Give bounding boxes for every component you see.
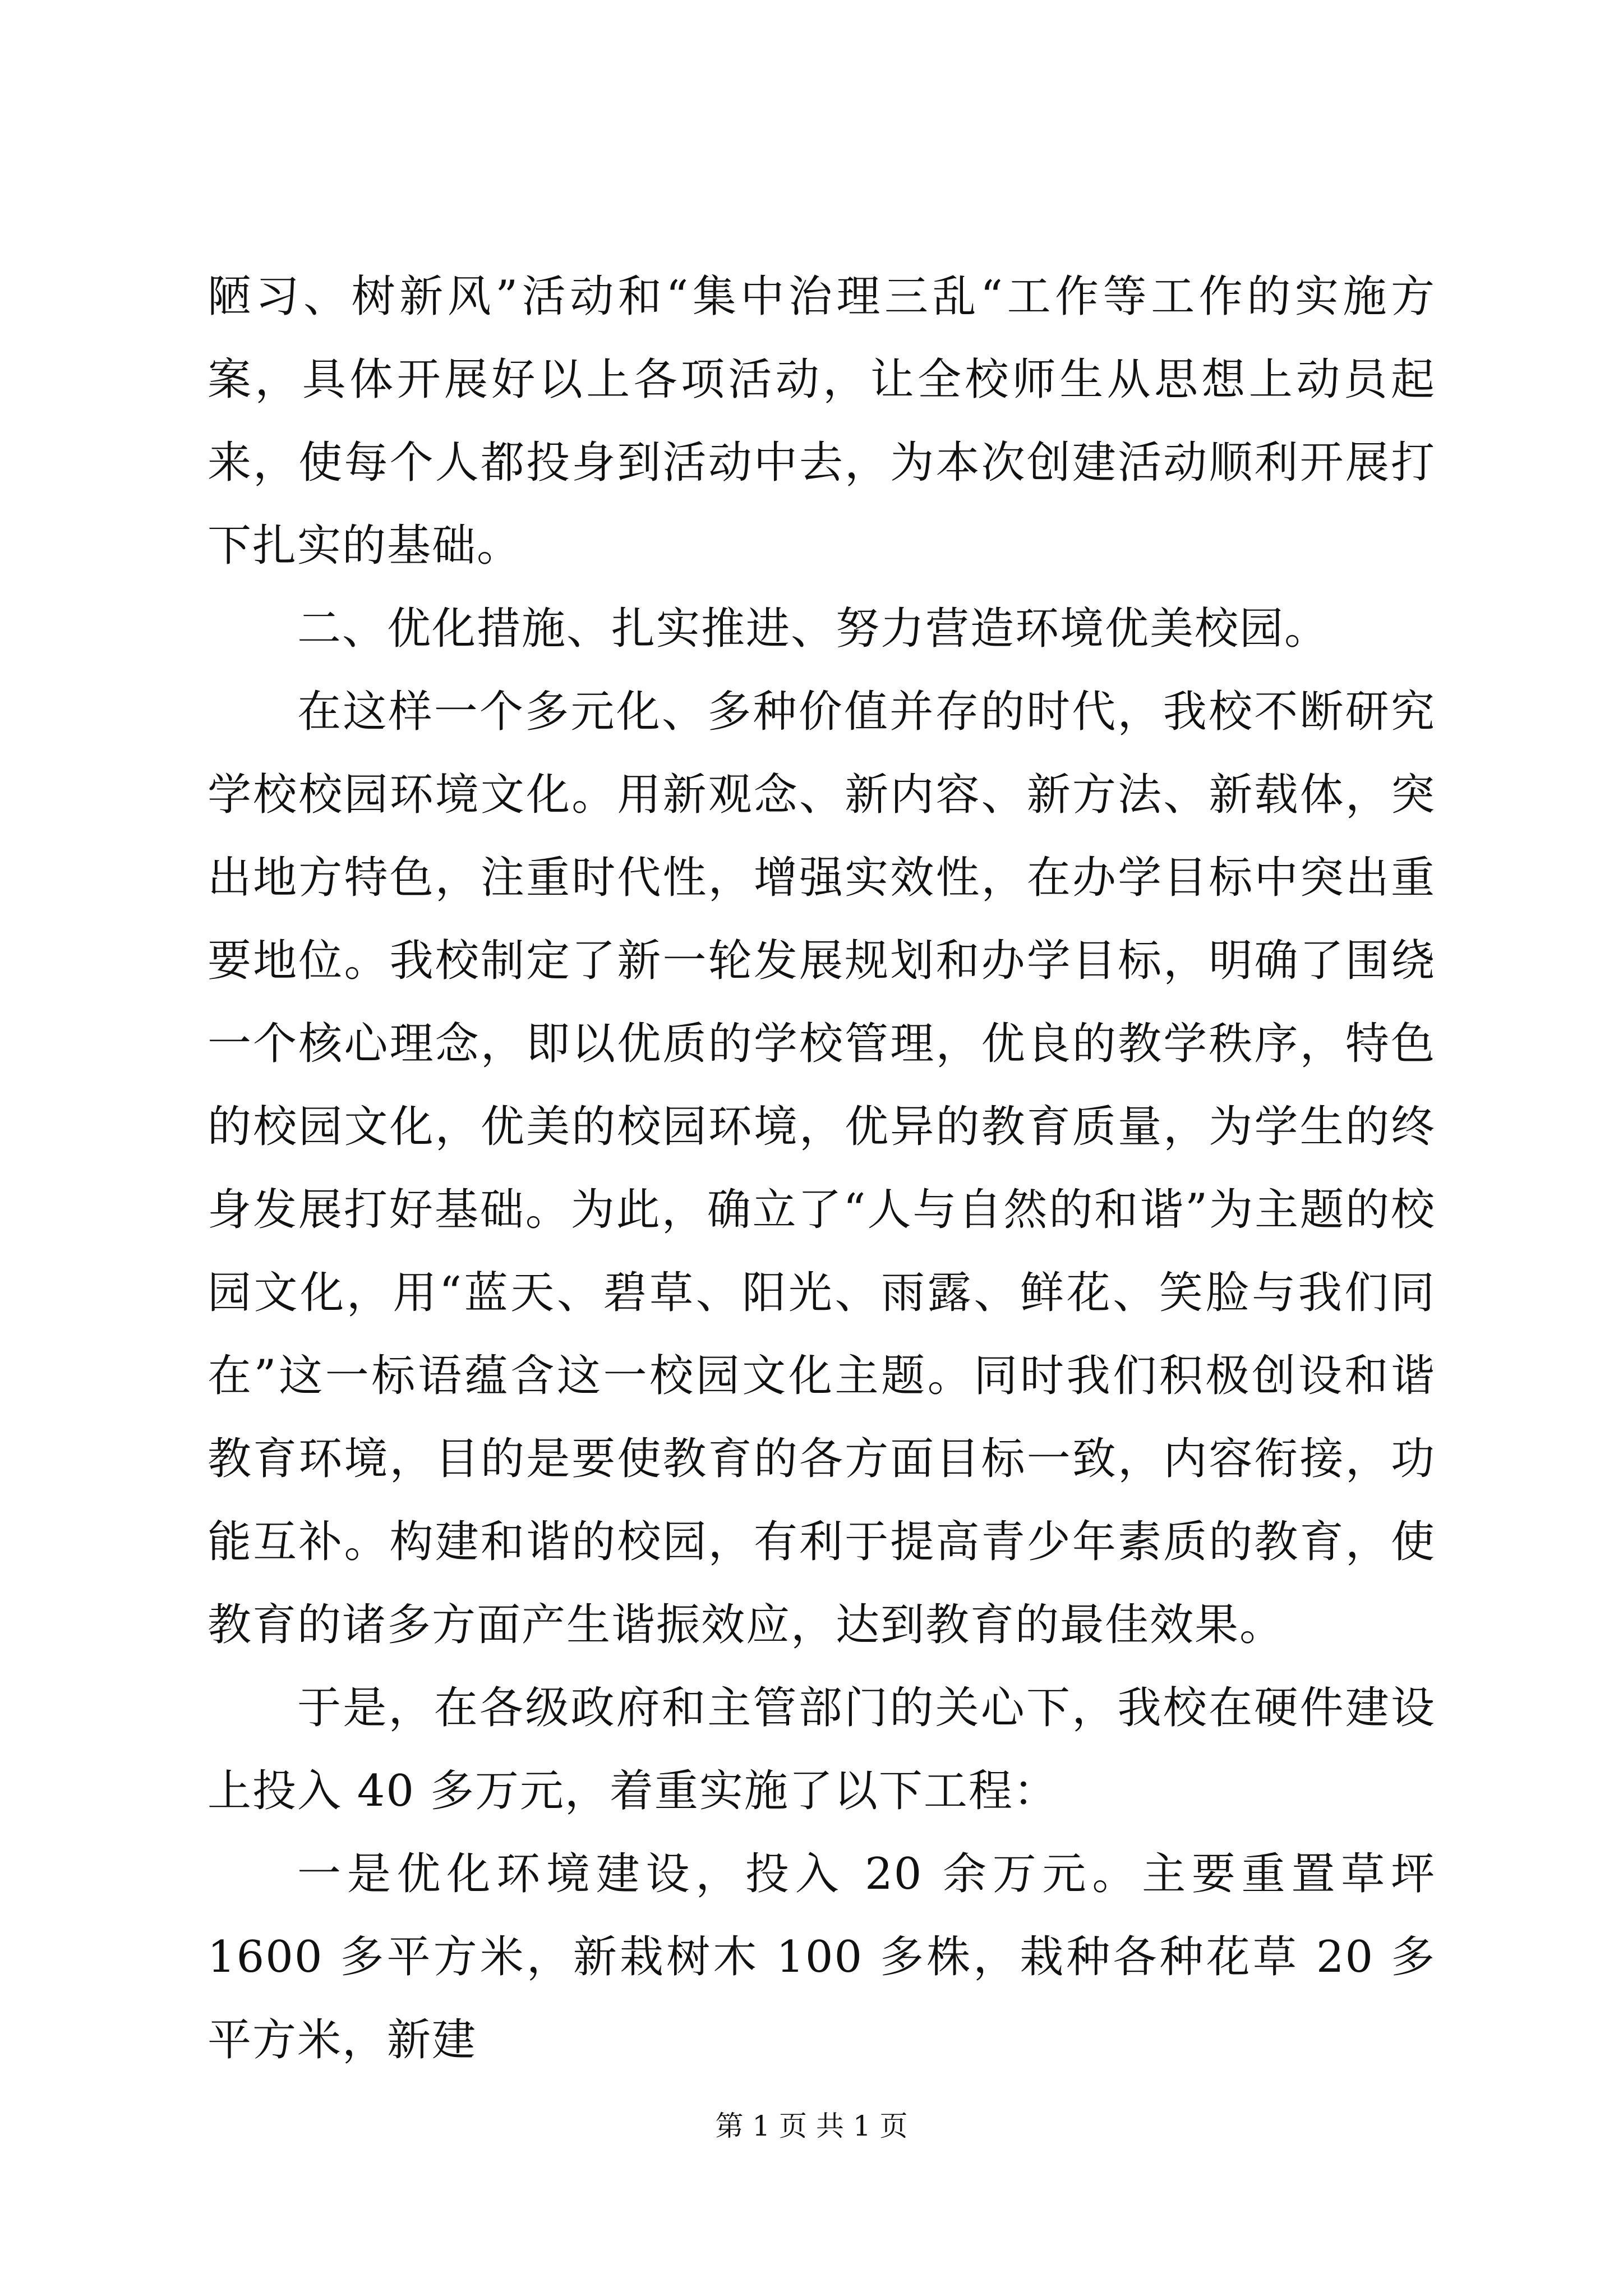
- paragraph-1: 陋习、树新风”活动和“集中治理三乱“工作等工作的实施方案，具体开展好以上各项活动，让全校师生从思想上动员起来，使每个人都投身到活动中去，为本次创建活动顺利开展打下扎实的基础。: [208, 272, 1436, 571]
- body-text: [208, 255, 1436, 2082]
- page-footer: 第 1 页 共 1 页: [715, 2110, 908, 2142]
- paragraph-2-heading: 二、优化措施、扎实推进、努力营造环境优美校园。: [297, 604, 1330, 654]
- paragraph-3: 在这样一个多元化、多种价值并存的时代，我校不断研究学校校园环境文化。用新观念、新内容、新方法、新载体，突出地方特色，注重时代性，增强实效性，在办学目标中突出重要地位。我校制定了新一轮发展规划和办学目标，明确了围绕一个核心理念，即以优质的学校管理，优良的教学秩序，特色的校园文化，优美的校园环境，优异的教育质量，为学生的终身发展打好基础。为此，确立了“人与自然的和谐”为主题的校园文化，用“蓝天、碧草、阳光、雨露、鲜花、笑脸与我们同在”这一标语蕴含这一校园文化主题。同时我们积极创设和谐教育环境，目的是要使教育的各方面目标一致，内容衔接，功能互补。构建和谐的校园，有利于提高青少年素质的教育，使教育的诸多方面产生谐振效应，达到教育的最佳效果。: [208, 687, 1436, 1650]
- paragraph-5: 一是优化环境建设，投入 20 余万元。主要重置草坪 1600 多平方米，新栽树木 100 多株，栽种各种花草 20 多平方米，新建: [208, 1849, 1436, 2065]
- paragraph-4: 于是，在各级政府和主管部门的关心下，我校在硬件建设上投入 40 多万元，着重实施了以下工程：: [208, 1683, 1436, 1816]
